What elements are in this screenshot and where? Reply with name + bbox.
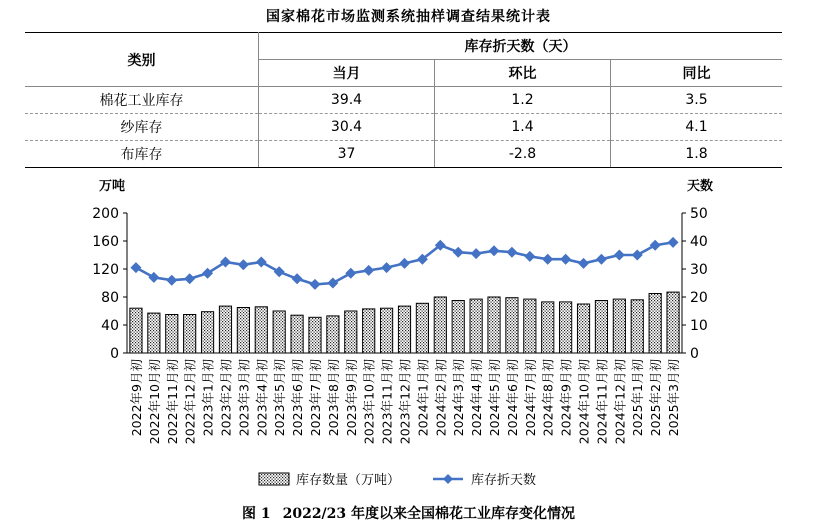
row-mom: -2.8 <box>435 141 611 168</box>
x-tick-label: 2025年1月初 <box>630 359 646 437</box>
bar <box>345 311 357 353</box>
line-point <box>542 254 553 265</box>
legend-bar-label: 库存数量（万吨） <box>296 473 401 488</box>
bar <box>148 313 160 353</box>
bar <box>166 315 178 354</box>
x-tick-label: 2022年11月初 <box>164 359 180 445</box>
figure-title: 2022/23 年度以来全国棉花工业库存变化情况 <box>282 506 576 522</box>
line-point <box>471 248 482 259</box>
row-yoy: 1.8 <box>611 141 783 168</box>
line-point <box>238 259 249 270</box>
line-point <box>184 273 195 284</box>
x-tick-label: 2023年1月初 <box>200 359 216 437</box>
left-tick-label: 200 <box>92 206 119 222</box>
x-tick-label: 2024年9月初 <box>558 359 574 437</box>
bar <box>452 301 464 354</box>
x-tick-label: 2023年2月初 <box>218 359 234 437</box>
x-tick-label: 2024年6月初 <box>504 359 520 437</box>
line-point <box>292 273 303 284</box>
row-mom: 1.4 <box>435 114 611 141</box>
bar <box>363 309 375 353</box>
line-point <box>614 250 625 261</box>
line-point <box>560 254 571 265</box>
line-point <box>453 247 464 258</box>
row-category: 布库存 <box>25 141 259 168</box>
bar <box>309 317 321 353</box>
line-point <box>345 268 356 279</box>
bar <box>130 308 142 353</box>
bar <box>416 303 428 353</box>
x-tick-label: 2024年12月初 <box>612 359 628 445</box>
header-group: 库存折天数（天） <box>259 33 783 60</box>
x-tick-label: 2024年4月初 <box>469 359 485 437</box>
row-category: 棉花工业库存 <box>25 87 259 114</box>
header-category: 类别 <box>25 33 259 87</box>
bar <box>577 304 589 353</box>
line-point <box>381 262 392 273</box>
right-tick-label: 40 <box>690 234 708 250</box>
line-point <box>399 258 410 269</box>
row-category: 纱库存 <box>25 114 259 141</box>
left-tick-label: 80 <box>101 290 119 306</box>
x-tick-label: 2025年3月初 <box>666 359 682 437</box>
x-tick-label: 2022年10月初 <box>146 359 162 445</box>
x-tick-label: 2024年8月初 <box>540 359 556 437</box>
x-tick-label: 2024年1月初 <box>415 359 431 437</box>
x-tick-label: 2023年7月初 <box>307 359 323 437</box>
line-point <box>524 251 535 262</box>
row-current: 37 <box>259 141 435 168</box>
line-point <box>148 272 159 283</box>
x-tick-label: 2024年10月初 <box>576 359 592 445</box>
line-point <box>668 237 679 248</box>
x-tick-label: 2022年12月初 <box>182 359 198 445</box>
bar <box>434 297 446 353</box>
line-point <box>166 275 177 286</box>
line-point <box>632 250 643 261</box>
line-point <box>578 258 589 269</box>
row-yoy: 3.5 <box>611 87 783 114</box>
bar <box>237 308 249 354</box>
right-tick-label: 30 <box>690 262 708 278</box>
bar <box>327 316 339 353</box>
bar <box>613 299 625 353</box>
header-mom: 环比 <box>435 60 611 87</box>
right-axis-unit: 天数 <box>686 179 714 194</box>
legend-line-marker <box>443 474 453 484</box>
row-mom: 1.2 <box>435 87 611 114</box>
line-point <box>596 254 607 265</box>
right-tick-label: 10 <box>690 318 708 334</box>
bar <box>381 308 393 353</box>
x-tick-label: 2024年7月初 <box>522 359 538 437</box>
header-yoy: 同比 <box>611 60 783 87</box>
x-tick-label: 2023年9月初 <box>343 359 359 437</box>
right-tick-label: 0 <box>690 346 699 362</box>
x-tick-label: 2024年2月初 <box>433 359 449 437</box>
row-yoy: 4.1 <box>611 114 783 141</box>
x-tick-label: 2022年9月初 <box>128 359 144 437</box>
left-tick-label: 120 <box>92 262 119 278</box>
bar <box>291 315 303 353</box>
bar <box>524 299 536 353</box>
bar <box>667 292 679 353</box>
line-point <box>506 247 517 258</box>
line-point <box>363 265 374 276</box>
x-tick-label: 2023年6月初 <box>290 359 306 437</box>
x-tick-label: 2023年12月初 <box>397 359 413 445</box>
bar <box>506 298 518 353</box>
line-point <box>309 279 320 290</box>
header-current: 当月 <box>259 60 435 87</box>
left-tick-label: 160 <box>92 234 119 250</box>
legend-bar-swatch <box>259 473 289 485</box>
x-tick-label: 2023年3月初 <box>236 359 252 437</box>
x-tick-label: 2025年2月初 <box>648 359 664 437</box>
line-point <box>256 257 267 268</box>
line-point <box>274 266 285 277</box>
bar <box>595 301 607 354</box>
bar <box>488 297 500 353</box>
bar <box>542 302 554 353</box>
bar <box>649 294 661 354</box>
line-point <box>327 278 338 289</box>
x-tick-label: 2023年10月初 <box>361 359 377 445</box>
row-current: 30.4 <box>259 114 435 141</box>
figure-number: 图 1 <box>241 506 271 522</box>
bar <box>560 302 572 353</box>
bar <box>255 307 267 353</box>
legend-line-label: 库存折天数 <box>471 473 537 488</box>
left-axis-unit: 万吨 <box>98 179 126 194</box>
bar <box>219 306 231 353</box>
right-tick-label: 50 <box>690 206 708 222</box>
line-point <box>489 245 500 256</box>
bar <box>184 315 196 354</box>
x-tick-label: 2023年4月初 <box>254 359 270 437</box>
bar <box>201 312 213 353</box>
bar <box>273 311 285 353</box>
bar <box>631 300 643 353</box>
right-tick-label: 20 <box>690 290 708 306</box>
x-tick-label: 2023年8月初 <box>325 359 341 437</box>
x-tick-label: 2024年3月初 <box>451 359 467 437</box>
x-tick-label: 2023年5月初 <box>272 359 288 437</box>
table-title: 国家棉花市场监测系统抽样调查结果统计表 <box>266 9 551 25</box>
bar <box>470 299 482 353</box>
left-tick-label: 0 <box>110 346 119 362</box>
left-tick-label: 40 <box>101 318 119 334</box>
x-tick-label: 2023年11月初 <box>379 359 395 445</box>
bar <box>398 306 410 353</box>
x-tick-label: 2024年5月初 <box>487 358 503 437</box>
figure-caption <box>0 503 817 523</box>
line-point <box>130 262 141 273</box>
row-current: 39.4 <box>259 87 435 114</box>
line-point <box>650 240 661 251</box>
x-tick-label: 2024年11月初 <box>594 359 610 445</box>
